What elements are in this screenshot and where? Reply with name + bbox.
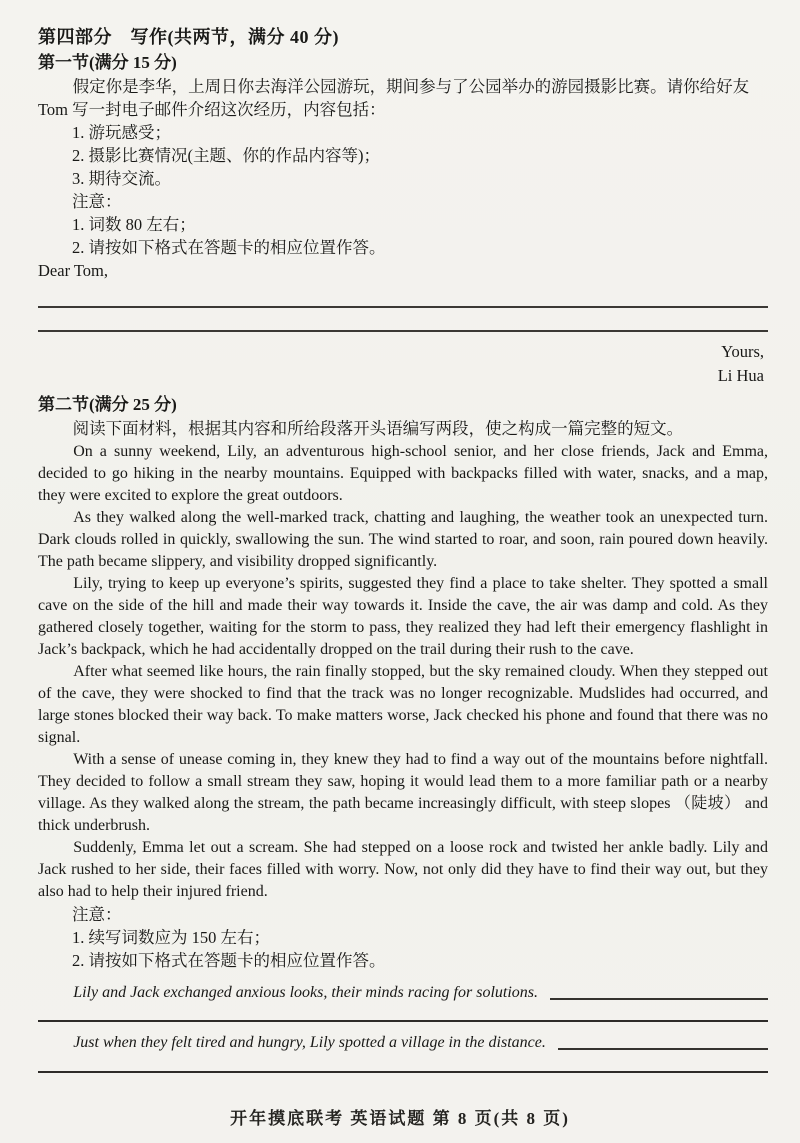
signature: Li Hua: [717, 366, 764, 385]
section1-notes-label: 注意：: [72, 192, 122, 211]
page-footer: 开年摸底联考 英语试题 第 8 页(共 8 页): [230, 1109, 570, 1128]
answer-line-4: [38, 1071, 768, 1073]
answer-blank-1: [550, 998, 768, 1000]
answer-line-1: [38, 306, 768, 308]
section1-prompt: 假定你是李华，上周日你去海洋公园游玩，期间参与了公园举办的游园摄影比赛。请你给好友 Tom 写一封电子邮件介绍这次经历，内容包括：: [38, 77, 750, 119]
section1-point-list: [38, 121, 768, 259]
section2-note-2: 2. 请按如下格式在答题卡的相应位置作答。: [72, 951, 386, 970]
continuation-starter-1: Lily and Jack exchanged anxious looks, their minds racing for solutions.: [73, 984, 539, 1001]
closing: Yours,: [721, 342, 764, 361]
story-paragraph-3: Lily, trying to keep up everyone’s spirits, suggested they find a place to take shelter. They spotted a small cave on the side of the hill and made their way towards it. Inside the cave, the air was damp and cold. As they gathered closely together, waiting for the storm to pass, they realized they had left their emergency flashlight in Jack’s backpack, which he had accidentally dropped on the trail during their rush to the cave.: [38, 575, 768, 658]
section1-title: 第一节(满分 15 分): [38, 53, 177, 72]
signature-block: [38, 340, 768, 388]
section2-note-list: [38, 903, 768, 972]
continuation-starter-row-1: [38, 981, 768, 1005]
section2-instruction: 阅读下面材料，根据其内容和所给段落开头语编写两段，使之构成一篇完整的短文。: [72, 419, 684, 438]
story-paragraph-5: With a sense of unease coming in, they knew they had to find a way out of the mountains before nightfall. They decided to follow a small stream they saw, hoping it would lead them to a more familiar path or a nearby village. As they walked along the stream, the path became increasingly difficult, with steep slopes （陡坡） and thick underbrush.: [38, 751, 768, 834]
answer-blank-2: [558, 1048, 768, 1050]
section2-note-1: 1. 续写词数应为 150 左右；: [72, 928, 270, 947]
prompt-point-3: 3. 期待交流。: [72, 169, 171, 188]
story-paragraph-1: On a sunny weekend, Lily, an adventurous high-school senior, and her close friends, Jack and Emma, decided to go hiking in the nearby mountains. Equipped with backpacks filled with water, snacks, and a map, they were excited to explore the great outdoors.: [38, 443, 768, 504]
answer-line-2: [38, 330, 768, 332]
prompt-point-1: 1. 游玩感受；: [72, 123, 171, 142]
story-paragraph-4: After what seemed like hours, the rain finally stopped, but the sky remained cloudy. When they stepped out of the cave, they were shocked to find that the track was no longer recognizable. Mudslides had occurred, and large stones blocked their way back. To make matters worse, Jack checked his phone and found that there was no signal.: [38, 663, 768, 746]
section2-notes-label: 注意：: [72, 905, 122, 924]
section1-note-1: 1. 词数 80 左右；: [72, 215, 196, 234]
continuation-starter-row-2: [38, 1031, 768, 1055]
story-paragraph-2: As they walked along the well-marked track, chatting and laughing, the weather took an unexpected turn. Dark clouds rolled in quickly, swallowing the sun. The wind started to roar, and soon, rain poured down heavily. The path became slippery, and visibility dropped significantly.: [38, 509, 768, 570]
part-title: 第四部分 写作(共两节，满分 40 分): [38, 27, 339, 47]
story-paragraph-6: Suddenly, Emma let out a scream. She had stepped on a loose rock and twisted her ankle badly. Lily and Jack rushed to her side, their faces filled with worry. Now, not only did they have to find their way out, but they also had to help their injured friend.: [38, 839, 768, 900]
answer-line-3: [38, 1020, 768, 1022]
section2-title: 第二节(满分 25 分): [38, 395, 177, 414]
section1-note-2: 2. 请按如下格式在答题卡的相应位置作答。: [72, 238, 386, 257]
salutation: Dear Tom,: [38, 261, 109, 280]
prompt-point-2: 2. 摄影比赛情况(主题、你的作品内容等)；: [72, 146, 380, 165]
continuation-starter-2: Just when they felt tired and hungry, Lily spotted a village in the distance.: [73, 1034, 546, 1051]
